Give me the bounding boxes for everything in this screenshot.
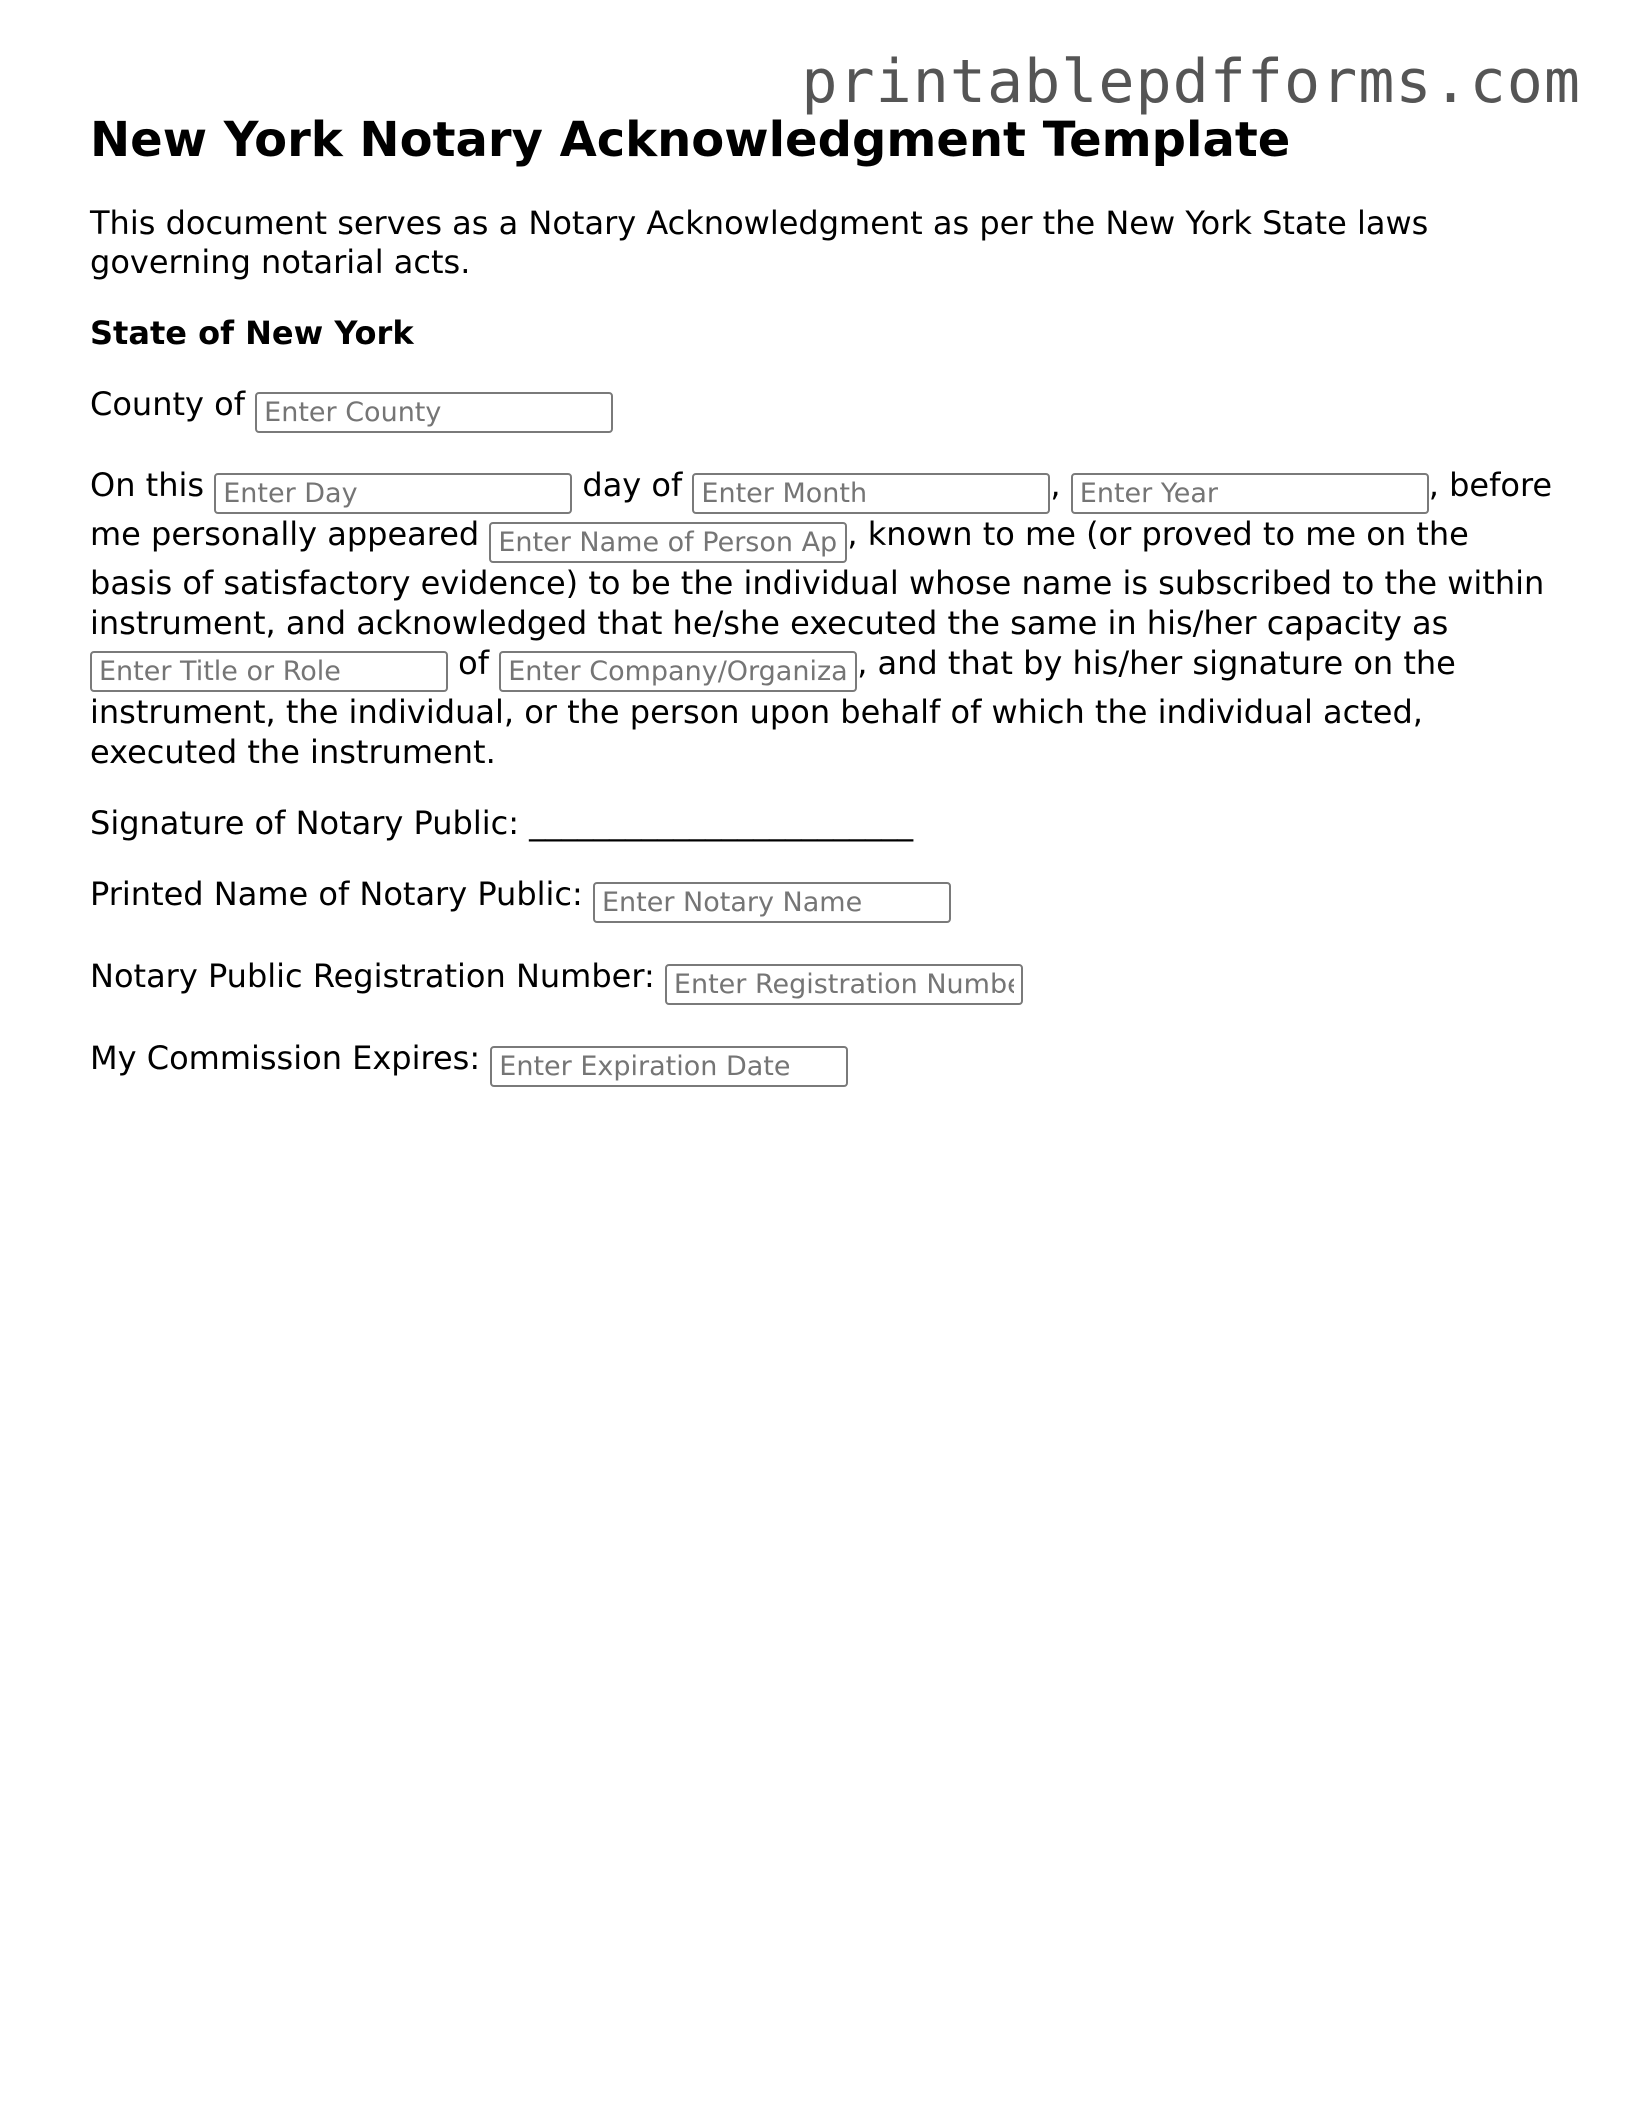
signature-label: Signature of Notary Public: bbox=[90, 804, 530, 842]
watermark: printablepdfforms.com bbox=[801, 47, 1581, 117]
company-input[interactable] bbox=[499, 651, 857, 692]
county-input[interactable] bbox=[255, 392, 613, 433]
on-this-text: On this bbox=[90, 466, 215, 504]
commission-line bbox=[90, 1039, 1560, 1087]
page-title: New York Notary Acknowledgment Template bbox=[90, 112, 1291, 168]
registration-input[interactable] bbox=[665, 964, 1023, 1005]
county-line bbox=[90, 385, 1560, 433]
acknowledgment-paragraph bbox=[90, 465, 1560, 772]
registration-label: Notary Public Registration Number: bbox=[90, 957, 665, 995]
signature-blank: ________________________ bbox=[529, 804, 914, 842]
intro-text: This document serves as a Notary Acknowledgment as per the New York State laws governing notarial acts. bbox=[90, 204, 1429, 281]
notary-name-input[interactable] bbox=[593, 882, 951, 923]
county-label: County of bbox=[90, 385, 256, 423]
commission-label: My Commission Expires: bbox=[90, 1039, 491, 1077]
title-role-input[interactable] bbox=[90, 651, 448, 692]
known-text: , known to me (or proved to me on the basis of satisfactory evidence) to be the individual whose name is subscribed to the within instrument, and acknowledged that he/she executed the same in his/her capacity as bbox=[90, 515, 1545, 642]
day-of-text: day of bbox=[572, 466, 693, 504]
day-input[interactable] bbox=[214, 473, 572, 514]
of-text: of bbox=[448, 644, 500, 682]
document-page bbox=[90, 112, 1560, 1087]
commission-expiration-input[interactable] bbox=[490, 1046, 848, 1087]
registration-line bbox=[90, 957, 1560, 1005]
comma-text: , bbox=[1050, 466, 1071, 504]
notary-name-label: Printed Name of Notary Public: bbox=[90, 875, 593, 913]
appeared-text: before me personally appeared bbox=[90, 466, 1553, 553]
closing-text: , and that by his/her signature on the instrument, the individual, or the person upon behalf of which the individual acted, executed the instrument. bbox=[90, 644, 1456, 771]
month-input[interactable] bbox=[692, 473, 1050, 514]
comma-text: , bbox=[1428, 466, 1439, 504]
signature-line bbox=[90, 804, 1560, 843]
notary-name-line bbox=[90, 875, 1560, 923]
person-name-input[interactable] bbox=[489, 522, 847, 563]
state-heading: State of New York bbox=[90, 314, 414, 352]
year-input[interactable] bbox=[1071, 473, 1429, 514]
